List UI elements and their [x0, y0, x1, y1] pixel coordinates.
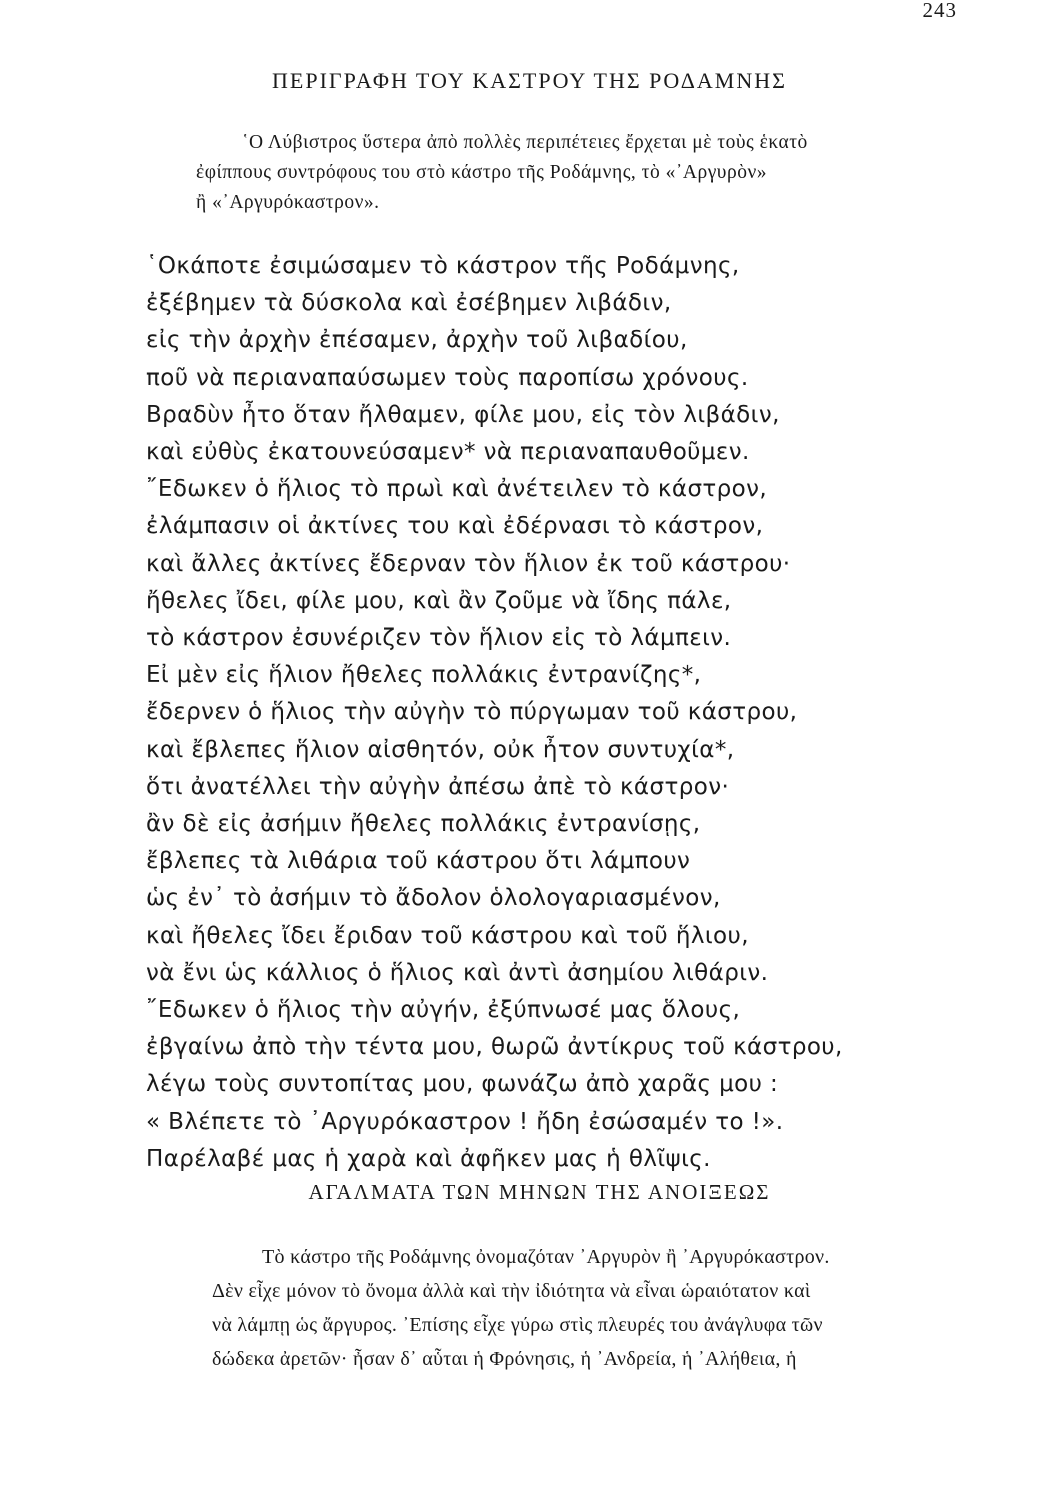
section-title-statues-of-spring-months: ΑΓΑΛΜΑΤΑ ΤΩΝ ΜΗΝΩΝ ΤΗΣ ΑΝΟΙΞΕΩΣ	[308, 1180, 771, 1204]
prose-paragraph	[212, 1240, 982, 1376]
intro-line: ῾Ο Λύβιστρος ὕστερα ἀπὸ πολλὲς περιπέτειες ἔρχεται μὲ τοὺς ἑκατὸ	[242, 132, 808, 153]
prose-line: Τὸ κάστρο τῆς Ροδάμνης ὀνομαζόταν ᾿Αργυρὸν ἢ ᾿Αργυρόκαστρον.	[262, 1246, 830, 1268]
poem-line: ἐξέβημεν τὰ δύσκολα καὶ ἐσέβημεν λιβάδιν,	[146, 290, 672, 317]
poem-line: ἐλάμπασιν οἱ ἀκτίνες του καὶ ἐδέρνασι τὸ κάστρον,	[146, 513, 764, 540]
poem-line: ἤθελες ἴδει, φίλε μου, καὶ ἂν ζοῦμε νὰ ἴδης πάλε,	[146, 587, 732, 614]
poem-line: Βραδὺν ἦτο ὅταν ἤλθαμεν, φίλε μου, εἰς τὸν λιβάδιν,	[146, 401, 780, 428]
poem-line: ἔβλεπες τὰ λιθάρια τοῦ κάστρου ὅτι λάμπουν	[146, 848, 691, 875]
poem-line: ἐβγαίνω ἀπὸ τὴν τέντα μου, θωρῶ ἀντίκρυς τοῦ κάστρου,	[146, 1034, 843, 1061]
prose-line: νὰ λάμπῃ ὡς ἄργυρος. ᾿Επίσης εἶχε γύρω στὶς πλευρές του ἀνάγλυφα τῶν	[212, 1314, 823, 1336]
poem-line: ἔδερνεν ὁ ἥλιος τὴν αὐγὴν τὸ πύργωμαν τοῦ κάστρου,	[146, 699, 798, 726]
poem-line: νὰ ἔνι ὡς κάλλιος ὁ ἥλιος καὶ ἀντὶ ἀσημίου λιθάριν.	[146, 959, 769, 986]
poem-line: ἂν δὲ εἰς ἀσήμιν ἤθελες πολλάκις ἐντρανίσῃς,	[146, 811, 701, 838]
prose-line: Δὲν εἶχε μόνον τὸ ὄνομα ἀλλὰ καὶ τὴν ἰδιότητα νὰ εἶναι ὡραιότατον καὶ	[212, 1280, 811, 1302]
poem-line: « Βλέπετε τὸ ᾿Αργυρόκαστρον ! ἤδη ἐσώσαμέν το !».	[146, 1108, 784, 1135]
page-number: 243	[922, 0, 957, 22]
poem-line: ῾Οκάποτε ἐσιμώσαμεν τὸ κάστρον τῆς Ροδάμνης,	[146, 253, 740, 279]
intro-line: ἐφίππους συντρόφους του στὸ κάστρο τῆς Ροδάμνης, τὸ «᾿Αργυρὸν»	[196, 162, 768, 183]
intro-line: ἢ «᾿Αργυρόκαστρον».	[196, 192, 380, 213]
poem	[146, 248, 966, 1178]
poem-line: εἰς τὴν ἀρχὴν ἐπέσαμεν, ἀρχὴν τοῦ λιβαδίου,	[146, 327, 688, 354]
intro-paragraph	[196, 128, 976, 218]
poem-line: καὶ εὐθὺς ἐκατουνεύσαμεν* νὰ περιαναπαυθοῦμεν.	[146, 439, 750, 466]
poem-line: τὸ κάστρον ἐσυνέριζεν τὸν ἥλιον εἰς τὸ λάμπειν.	[146, 625, 732, 652]
poem-line: Εἰ μὲν εἰς ἥλιον ἤθελες πολλάκις ἐντρανίζης*,	[146, 662, 702, 689]
poem-line: ῎Εδωκεν ὁ ἥλιος τὸ πρωὶ καὶ ἀνέτειλεν τὸ κάστρον,	[146, 476, 768, 503]
prose-line: δώδεκα ἀρετῶν· ἦσαν δ᾿ αὗται ἡ Φρόνησις, ἡ ᾿Ανδρεία, ἡ ᾿Αλήθεια, ἡ	[212, 1348, 797, 1370]
poem-line: καὶ ἤθελες ἴδει ἔριδαν τοῦ κάστρου καὶ τοῦ ἥλιου,	[146, 922, 749, 949]
poem-line: ποῦ νὰ περιαναπαύσωμεν τοὺς παροπίσω χρόνους.	[146, 364, 749, 391]
poem-line: ῎Εδωκεν ὁ ἥλιος τὴν αὐγήν, ἐξύπνωσέ μας ὅλους,	[146, 997, 741, 1024]
poem-line: λέγω τοὺς συντοπίτας μου, φωνάζω ἀπὸ χαρᾶς μου :	[146, 1071, 779, 1098]
poem-line: ὅτι ἀνατέλλει τὴν αὐγὴν ἀπέσω ἀπὲ τὸ κάστρον·	[146, 773, 730, 800]
poem-line: καὶ ἔβλεπες ἥλιον αἰσθητόν, οὐκ ἦτον συντυχία*,	[146, 736, 735, 763]
poem-line: ὡς ἐν᾿ τὸ ἀσήμιν τὸ ἄδολον ὁλολογαριασμένον,	[146, 885, 721, 912]
poem-line: καὶ ἄλλες ἀκτίνες ἔδερναν τὸν ἥλιον ἐκ τοῦ κάστρου·	[146, 550, 791, 577]
section-title-castle-description: ΠΕΡΙΓΡΑΦΗ ΤΟΥ ΚΑΣΤΡΟΥ ΤΗΣ ΡΟΔΑΜΝΗΣ	[272, 68, 787, 93]
poem-line: Παρέλαβέ μας ἡ χαρὰ καὶ ἀφῆκεν μας ἡ θλῖψις.	[146, 1145, 711, 1172]
